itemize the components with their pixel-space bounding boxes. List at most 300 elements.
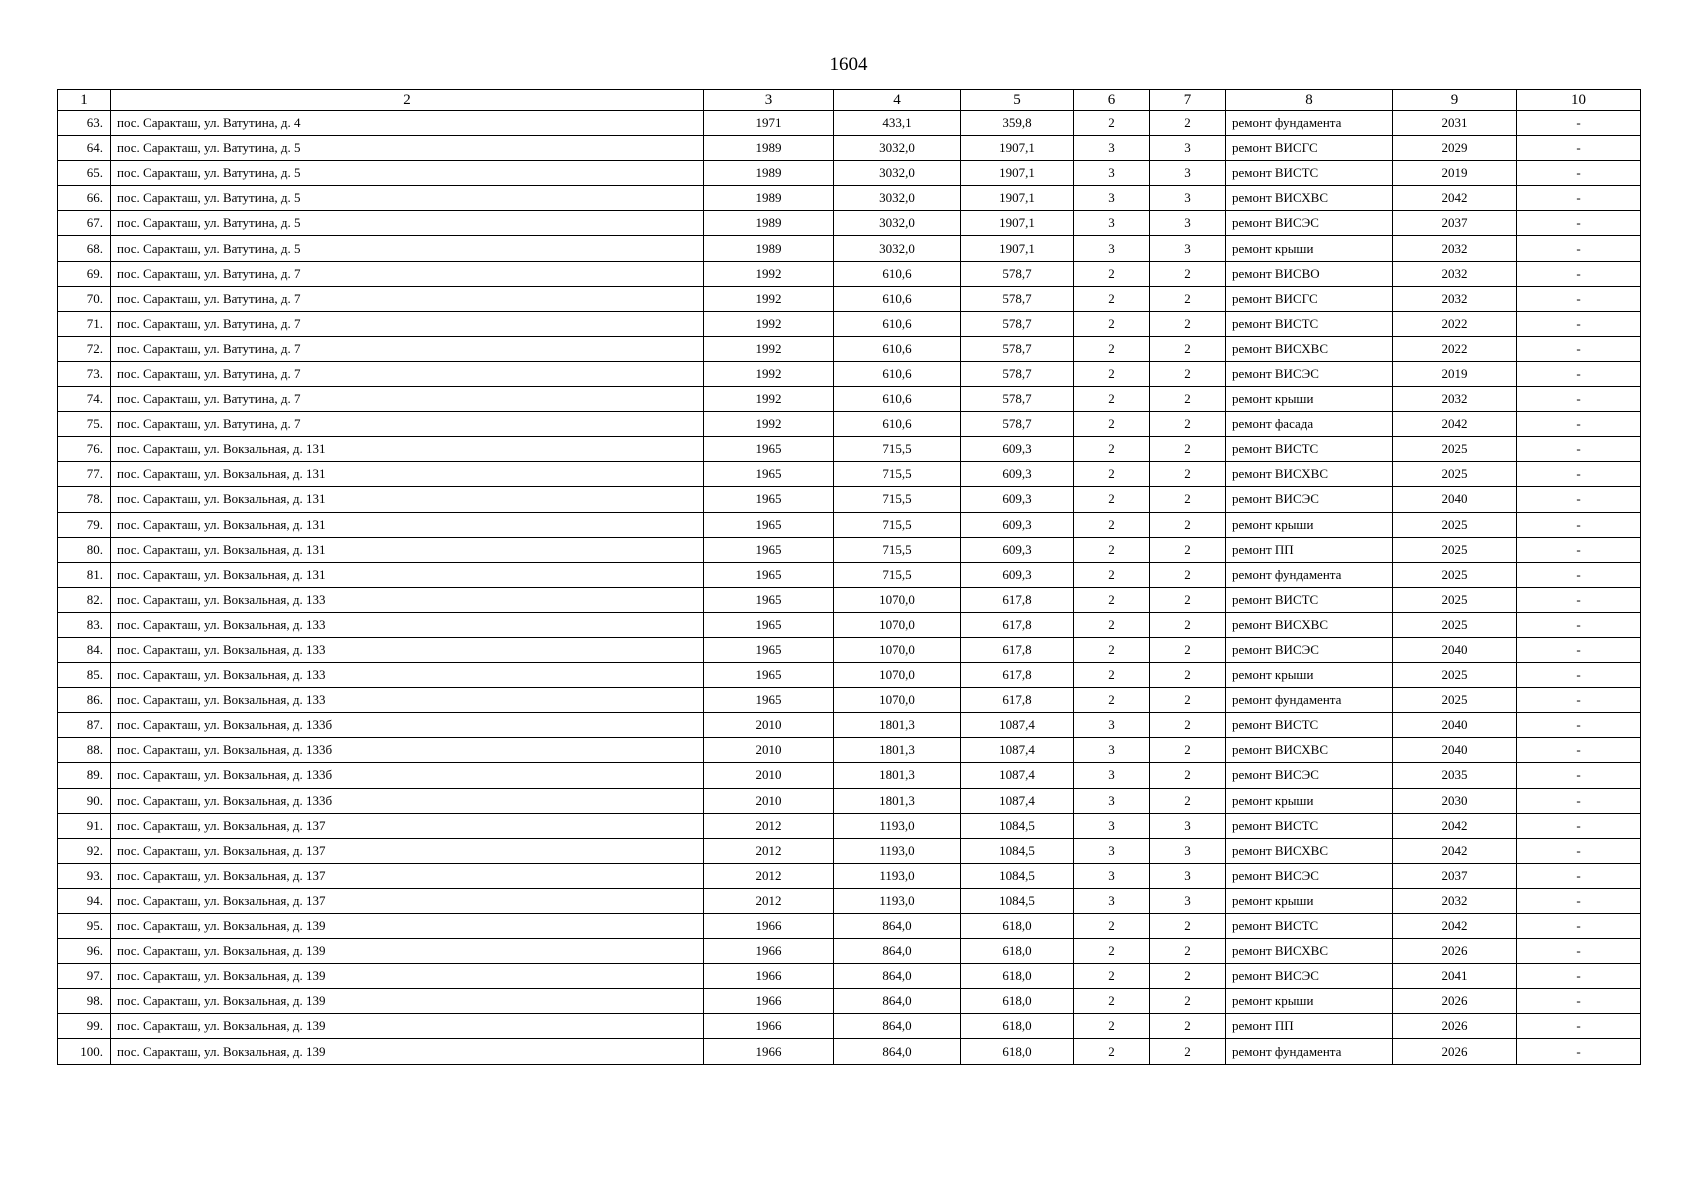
table-row <box>58 888 1641 913</box>
table-row <box>58 136 1641 161</box>
cell-year-built: 2012 <box>704 813 834 838</box>
cell-floors: 2 <box>1074 612 1150 637</box>
cell-living-area: 1084,5 <box>961 888 1074 913</box>
cell-planned-year: 2032 <box>1393 888 1517 913</box>
cell-address: пос. Саракташ, ул. Вокзальная, д. 133б <box>111 763 704 788</box>
cell-year-built: 2012 <box>704 838 834 863</box>
cell-work-type: ремонт крыши <box>1226 236 1393 261</box>
cell-planned-year: 2025 <box>1393 612 1517 637</box>
cell-total-area: 433,1 <box>834 111 961 136</box>
cell-floors: 3 <box>1074 813 1150 838</box>
cell-year-built: 1965 <box>704 562 834 587</box>
cell-floors: 3 <box>1074 738 1150 763</box>
cell-year-built: 1965 <box>704 637 834 662</box>
cell-total-area: 864,0 <box>834 1039 961 1064</box>
cell-year-built: 1992 <box>704 286 834 311</box>
cell-total-area: 610,6 <box>834 412 961 437</box>
cell-floors: 3 <box>1074 236 1150 261</box>
cell-entrances: 2 <box>1150 964 1226 989</box>
cell-floors: 3 <box>1074 763 1150 788</box>
cell-planned-year: 2040 <box>1393 738 1517 763</box>
cell-address: пос. Саракташ, ул. Вокзальная, д. 131 <box>111 462 704 487</box>
cell-total-area: 610,6 <box>834 261 961 286</box>
cell-row-number: 66. <box>58 186 111 211</box>
cell-work-type: ремонт крыши <box>1226 663 1393 688</box>
cell-work-type: ремонт ВИСХВС <box>1226 186 1393 211</box>
cell-floors: 2 <box>1074 437 1150 462</box>
cell-row-number: 68. <box>58 236 111 261</box>
cell-row-number: 63. <box>58 111 111 136</box>
cell-floors: 2 <box>1074 1014 1150 1039</box>
table-row <box>58 111 1641 136</box>
cell-floors: 2 <box>1074 286 1150 311</box>
cell-entrances: 2 <box>1150 788 1226 813</box>
cell-work-type: ремонт крыши <box>1226 788 1393 813</box>
table-row <box>58 387 1641 412</box>
cell-entrances: 2 <box>1150 914 1226 939</box>
cell-address: пос. Саракташ, ул. Вокзальная, д. 133 <box>111 612 704 637</box>
cell-work-type: ремонт крыши <box>1226 888 1393 913</box>
cell-row-number: 82. <box>58 587 111 612</box>
cell-total-area: 1193,0 <box>834 888 961 913</box>
cell-living-area: 609,3 <box>961 437 1074 462</box>
cell-cost: - <box>1517 361 1641 386</box>
cell-work-type: ремонт ВИСЭС <box>1226 211 1393 236</box>
cell-cost: - <box>1517 939 1641 964</box>
cell-year-built: 1966 <box>704 939 834 964</box>
cell-living-area: 1907,1 <box>961 211 1074 236</box>
cell-entrances: 2 <box>1150 437 1226 462</box>
cell-address: пос. Саракташ, ул. Ватутина, д. 7 <box>111 412 704 437</box>
cell-year-built: 2010 <box>704 788 834 813</box>
cell-work-type: ремонт ВИСЭС <box>1226 637 1393 662</box>
cell-entrances: 2 <box>1150 637 1226 662</box>
table-row <box>58 1039 1641 1064</box>
table-row <box>58 261 1641 286</box>
cell-planned-year: 2030 <box>1393 788 1517 813</box>
cell-row-number: 89. <box>58 763 111 788</box>
cell-year-built: 2010 <box>704 763 834 788</box>
cell-address: пос. Саракташ, ул. Вокзальная, д. 131 <box>111 562 704 587</box>
cell-floors: 2 <box>1074 989 1150 1014</box>
cell-address: пос. Саракташ, ул. Ватутина, д. 5 <box>111 236 704 261</box>
cell-row-number: 96. <box>58 939 111 964</box>
cell-total-area: 3032,0 <box>834 236 961 261</box>
cell-planned-year: 2042 <box>1393 186 1517 211</box>
cell-floors: 3 <box>1074 136 1150 161</box>
cell-cost: - <box>1517 788 1641 813</box>
cell-cost: - <box>1517 813 1641 838</box>
cell-living-area: 609,3 <box>961 512 1074 537</box>
cell-living-area: 578,7 <box>961 286 1074 311</box>
cell-year-built: 1965 <box>704 688 834 713</box>
cell-entrances: 2 <box>1150 738 1226 763</box>
cell-entrances: 2 <box>1150 1014 1226 1039</box>
cell-entrances: 2 <box>1150 512 1226 537</box>
cell-address: пос. Саракташ, ул. Вокзальная, д. 139 <box>111 989 704 1014</box>
cell-planned-year: 2025 <box>1393 688 1517 713</box>
table-row <box>58 462 1641 487</box>
cell-living-area: 1907,1 <box>961 236 1074 261</box>
cell-address: пос. Саракташ, ул. Ватутина, д. 5 <box>111 211 704 236</box>
cell-total-area: 864,0 <box>834 914 961 939</box>
cell-planned-year: 2025 <box>1393 512 1517 537</box>
table-row <box>58 612 1641 637</box>
cell-address: пос. Саракташ, ул. Вокзальная, д. 133 <box>111 587 704 612</box>
cell-address: пос. Саракташ, ул. Вокзальная, д. 139 <box>111 1014 704 1039</box>
cell-cost: - <box>1517 136 1641 161</box>
cell-total-area: 1801,3 <box>834 713 961 738</box>
cell-row-number: 94. <box>58 888 111 913</box>
cell-planned-year: 2026 <box>1393 1039 1517 1064</box>
cell-living-area: 578,7 <box>961 311 1074 336</box>
cell-total-area: 1801,3 <box>834 738 961 763</box>
cell-planned-year: 2022 <box>1393 311 1517 336</box>
column-header-6: 6 <box>1074 90 1150 111</box>
cell-row-number: 65. <box>58 161 111 186</box>
cell-address: пос. Саракташ, ул. Ватутина, д. 7 <box>111 311 704 336</box>
table-row <box>58 211 1641 236</box>
cell-row-number: 92. <box>58 838 111 863</box>
table-row <box>58 1014 1641 1039</box>
cell-floors: 2 <box>1074 412 1150 437</box>
cell-total-area: 3032,0 <box>834 161 961 186</box>
cell-cost: - <box>1517 487 1641 512</box>
cell-floors: 2 <box>1074 111 1150 136</box>
cell-total-area: 715,5 <box>834 562 961 587</box>
cell-total-area: 1070,0 <box>834 637 961 662</box>
table-row <box>58 336 1641 361</box>
cell-row-number: 88. <box>58 738 111 763</box>
cell-year-built: 1989 <box>704 136 834 161</box>
cell-row-number: 97. <box>58 964 111 989</box>
column-header-3: 3 <box>704 90 834 111</box>
cell-year-built: 1989 <box>704 161 834 186</box>
cell-entrances: 2 <box>1150 111 1226 136</box>
cell-address: пос. Саракташ, ул. Ватутина, д. 5 <box>111 161 704 186</box>
cell-total-area: 3032,0 <box>834 186 961 211</box>
cell-total-area: 864,0 <box>834 964 961 989</box>
cell-row-number: 87. <box>58 713 111 738</box>
table-row <box>58 587 1641 612</box>
cell-work-type: ремонт ВИСЭС <box>1226 763 1393 788</box>
cell-address: пос. Саракташ, ул. Вокзальная, д. 139 <box>111 939 704 964</box>
cell-work-type: ремонт крыши <box>1226 387 1393 412</box>
cell-planned-year: 2032 <box>1393 236 1517 261</box>
cell-planned-year: 2031 <box>1393 111 1517 136</box>
cell-living-area: 618,0 <box>961 964 1074 989</box>
cell-planned-year: 2019 <box>1393 161 1517 186</box>
cell-work-type: ремонт ВИСТС <box>1226 437 1393 462</box>
cell-address: пос. Саракташ, ул. Вокзальная, д. 131 <box>111 487 704 512</box>
cell-planned-year: 2025 <box>1393 587 1517 612</box>
cell-address: пос. Саракташ, ул. Вокзальная, д. 133 <box>111 688 704 713</box>
cell-planned-year: 2032 <box>1393 286 1517 311</box>
cell-entrances: 2 <box>1150 361 1226 386</box>
cell-planned-year: 2026 <box>1393 989 1517 1014</box>
cell-cost: - <box>1517 236 1641 261</box>
cell-total-area: 1070,0 <box>834 587 961 612</box>
cell-cost: - <box>1517 387 1641 412</box>
table-row <box>58 713 1641 738</box>
cell-cost: - <box>1517 612 1641 637</box>
cell-planned-year: 2042 <box>1393 914 1517 939</box>
table-row <box>58 361 1641 386</box>
cell-floors: 2 <box>1074 261 1150 286</box>
cell-row-number: 91. <box>58 813 111 838</box>
cell-living-area: 617,8 <box>961 663 1074 688</box>
cell-total-area: 3032,0 <box>834 211 961 236</box>
cell-entrances: 3 <box>1150 863 1226 888</box>
cell-address: пос. Саракташ, ул. Ватутина, д. 7 <box>111 336 704 361</box>
cell-row-number: 99. <box>58 1014 111 1039</box>
cell-floors: 2 <box>1074 637 1150 662</box>
cell-cost: - <box>1517 562 1641 587</box>
cell-year-built: 1971 <box>704 111 834 136</box>
cell-row-number: 78. <box>58 487 111 512</box>
cell-year-built: 2012 <box>704 863 834 888</box>
cell-cost: - <box>1517 311 1641 336</box>
table-row <box>58 236 1641 261</box>
cell-planned-year: 2019 <box>1393 361 1517 386</box>
cell-total-area: 610,6 <box>834 311 961 336</box>
column-header-8: 8 <box>1226 90 1393 111</box>
cell-address: пос. Саракташ, ул. Вокзальная, д. 139 <box>111 1039 704 1064</box>
cell-address: пос. Саракташ, ул. Ватутина, д. 5 <box>111 136 704 161</box>
cell-address: пос. Саракташ, ул. Ватутина, д. 7 <box>111 361 704 386</box>
cell-floors: 2 <box>1074 663 1150 688</box>
table-row <box>58 663 1641 688</box>
cell-living-area: 618,0 <box>961 1039 1074 1064</box>
cell-entrances: 3 <box>1150 136 1226 161</box>
cell-floors: 2 <box>1074 537 1150 562</box>
cell-year-built: 1992 <box>704 412 834 437</box>
cell-address: пос. Саракташ, ул. Вокзальная, д. 137 <box>111 838 704 863</box>
cell-year-built: 1989 <box>704 236 834 261</box>
cell-cost: - <box>1517 286 1641 311</box>
column-header-7: 7 <box>1150 90 1226 111</box>
cell-year-built: 1992 <box>704 387 834 412</box>
cell-entrances: 2 <box>1150 1039 1226 1064</box>
cell-total-area: 715,5 <box>834 537 961 562</box>
cell-total-area: 715,5 <box>834 512 961 537</box>
cell-work-type: ремонт ВИСТС <box>1226 713 1393 738</box>
column-header-5: 5 <box>961 90 1074 111</box>
cell-cost: - <box>1517 261 1641 286</box>
cell-year-built: 1989 <box>704 186 834 211</box>
cell-entrances: 2 <box>1150 387 1226 412</box>
table-header-row <box>58 90 1641 111</box>
cell-entrances: 3 <box>1150 186 1226 211</box>
cell-work-type: ремонт ВИСХВС <box>1226 336 1393 361</box>
cell-planned-year: 2042 <box>1393 813 1517 838</box>
cell-entrances: 2 <box>1150 537 1226 562</box>
cell-address: пос. Саракташ, ул. Вокзальная, д. 133б <box>111 788 704 813</box>
cell-planned-year: 2035 <box>1393 763 1517 788</box>
cell-work-type: ремонт ВИСТС <box>1226 587 1393 612</box>
cell-total-area: 1801,3 <box>834 788 961 813</box>
cell-cost: - <box>1517 888 1641 913</box>
cell-year-built: 2010 <box>704 738 834 763</box>
table-row <box>58 813 1641 838</box>
cell-row-number: 86. <box>58 688 111 713</box>
repair-schedule-table <box>57 89 1641 1065</box>
cell-total-area: 1801,3 <box>834 763 961 788</box>
cell-entrances: 2 <box>1150 311 1226 336</box>
cell-total-area: 715,5 <box>834 462 961 487</box>
cell-planned-year: 2025 <box>1393 462 1517 487</box>
cell-address: пос. Саракташ, ул. Вокзальная, д. 133б <box>111 738 704 763</box>
cell-living-area: 578,7 <box>961 361 1074 386</box>
cell-planned-year: 2037 <box>1393 211 1517 236</box>
cell-floors: 3 <box>1074 888 1150 913</box>
cell-living-area: 1087,4 <box>961 713 1074 738</box>
cell-planned-year: 2025 <box>1393 562 1517 587</box>
cell-planned-year: 2041 <box>1393 964 1517 989</box>
cell-address: пос. Саракташ, ул. Вокзальная, д. 139 <box>111 914 704 939</box>
cell-entrances: 2 <box>1150 713 1226 738</box>
cell-work-type: ремонт фундамента <box>1226 1039 1393 1064</box>
table-row <box>58 964 1641 989</box>
cell-total-area: 1193,0 <box>834 863 961 888</box>
cell-work-type: ремонт фасада <box>1226 412 1393 437</box>
cell-living-area: 609,3 <box>961 462 1074 487</box>
cell-floors: 2 <box>1074 587 1150 612</box>
cell-cost: - <box>1517 211 1641 236</box>
cell-row-number: 77. <box>58 462 111 487</box>
cell-planned-year: 2025 <box>1393 437 1517 462</box>
cell-total-area: 864,0 <box>834 939 961 964</box>
cell-cost: - <box>1517 512 1641 537</box>
cell-row-number: 80. <box>58 537 111 562</box>
column-header-2: 2 <box>111 90 704 111</box>
cell-planned-year: 2026 <box>1393 939 1517 964</box>
cell-cost: - <box>1517 1039 1641 1064</box>
cell-year-built: 1992 <box>704 361 834 386</box>
cell-work-type: ремонт ВИСГС <box>1226 136 1393 161</box>
cell-cost: - <box>1517 763 1641 788</box>
table-row <box>58 186 1641 211</box>
cell-living-area: 617,8 <box>961 637 1074 662</box>
cell-address: пос. Саракташ, ул. Вокзальная, д. 131 <box>111 512 704 537</box>
cell-total-area: 610,6 <box>834 361 961 386</box>
cell-cost: - <box>1517 161 1641 186</box>
cell-planned-year: 2042 <box>1393 412 1517 437</box>
cell-entrances: 2 <box>1150 688 1226 713</box>
cell-entrances: 2 <box>1150 663 1226 688</box>
cell-living-area: 1087,4 <box>961 788 1074 813</box>
cell-year-built: 1989 <box>704 211 834 236</box>
table-row <box>58 412 1641 437</box>
cell-entrances: 2 <box>1150 412 1226 437</box>
cell-entrances: 2 <box>1150 286 1226 311</box>
cell-cost: - <box>1517 587 1641 612</box>
cell-floors: 3 <box>1074 838 1150 863</box>
cell-row-number: 67. <box>58 211 111 236</box>
cell-entrances: 3 <box>1150 236 1226 261</box>
cell-floors: 2 <box>1074 562 1150 587</box>
cell-living-area: 609,3 <box>961 562 1074 587</box>
cell-floors: 2 <box>1074 487 1150 512</box>
cell-living-area: 578,7 <box>961 336 1074 361</box>
cell-floors: 3 <box>1074 788 1150 813</box>
cell-cost: - <box>1517 838 1641 863</box>
cell-planned-year: 2025 <box>1393 663 1517 688</box>
cell-row-number: 73. <box>58 361 111 386</box>
cell-work-type: ремонт ВИСХВС <box>1226 462 1393 487</box>
cell-planned-year: 2022 <box>1393 336 1517 361</box>
cell-living-area: 618,0 <box>961 1014 1074 1039</box>
cell-year-built: 1966 <box>704 964 834 989</box>
cell-year-built: 1965 <box>704 537 834 562</box>
cell-living-area: 1907,1 <box>961 186 1074 211</box>
table-row <box>58 863 1641 888</box>
cell-row-number: 98. <box>58 989 111 1014</box>
cell-entrances: 2 <box>1150 462 1226 487</box>
cell-living-area: 609,3 <box>961 537 1074 562</box>
cell-work-type: ремонт ВИСЭС <box>1226 487 1393 512</box>
table-row <box>58 562 1641 587</box>
cell-address: пос. Саракташ, ул. Ватутина, д. 7 <box>111 261 704 286</box>
cell-floors: 2 <box>1074 688 1150 713</box>
cell-year-built: 1965 <box>704 612 834 637</box>
cell-entrances: 2 <box>1150 939 1226 964</box>
cell-year-built: 1965 <box>704 587 834 612</box>
cell-living-area: 1087,4 <box>961 738 1074 763</box>
table-row <box>58 537 1641 562</box>
cell-year-built: 1966 <box>704 914 834 939</box>
cell-year-built: 1966 <box>704 1014 834 1039</box>
cell-total-area: 3032,0 <box>834 136 961 161</box>
table-row <box>58 914 1641 939</box>
cell-work-type: ремонт фундамента <box>1226 562 1393 587</box>
cell-row-number: 76. <box>58 437 111 462</box>
cell-cost: - <box>1517 964 1641 989</box>
cell-row-number: 100. <box>58 1039 111 1064</box>
cell-planned-year: 2037 <box>1393 863 1517 888</box>
cell-total-area: 715,5 <box>834 487 961 512</box>
cell-row-number: 81. <box>58 562 111 587</box>
cell-floors: 2 <box>1074 964 1150 989</box>
cell-entrances: 2 <box>1150 562 1226 587</box>
cell-row-number: 70. <box>58 286 111 311</box>
cell-cost: - <box>1517 989 1641 1014</box>
cell-entrances: 3 <box>1150 838 1226 863</box>
column-header-9: 9 <box>1393 90 1517 111</box>
table-row <box>58 838 1641 863</box>
cell-cost: - <box>1517 1014 1641 1039</box>
cell-cost: - <box>1517 688 1641 713</box>
column-header-1: 1 <box>58 90 111 111</box>
cell-total-area: 1070,0 <box>834 688 961 713</box>
cell-total-area: 1193,0 <box>834 838 961 863</box>
cell-address: пос. Саракташ, ул. Вокзальная, д. 139 <box>111 964 704 989</box>
cell-address: пос. Саракташ, ул. Ватутина, д. 5 <box>111 186 704 211</box>
cell-work-type: ремонт ВИСТС <box>1226 914 1393 939</box>
cell-cost: - <box>1517 713 1641 738</box>
table-row <box>58 637 1641 662</box>
table-row <box>58 487 1641 512</box>
cell-total-area: 1070,0 <box>834 612 961 637</box>
cell-entrances: 2 <box>1150 612 1226 637</box>
table-row <box>58 939 1641 964</box>
cell-entrances: 3 <box>1150 211 1226 236</box>
cell-work-type: ремонт фундамента <box>1226 688 1393 713</box>
cell-entrances: 2 <box>1150 989 1226 1014</box>
page-number: 1604 <box>829 54 868 75</box>
cell-total-area: 610,6 <box>834 286 961 311</box>
cell-year-built: 1965 <box>704 487 834 512</box>
